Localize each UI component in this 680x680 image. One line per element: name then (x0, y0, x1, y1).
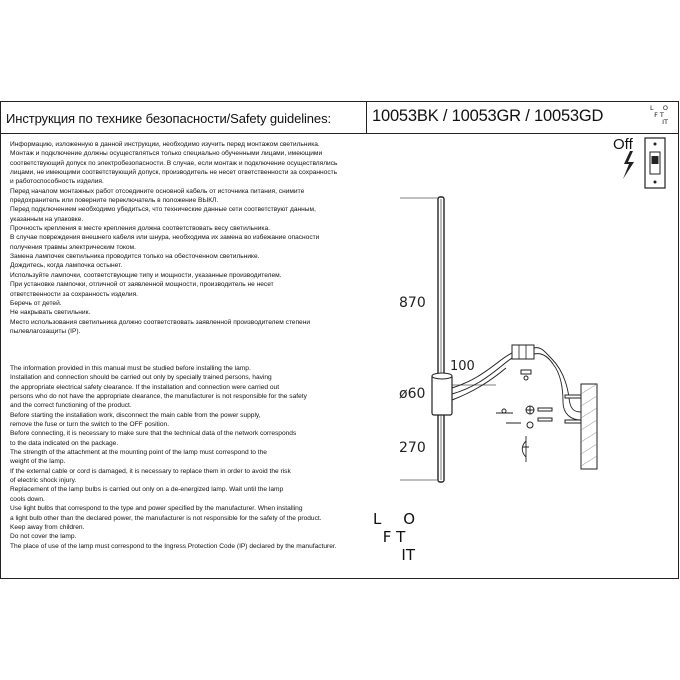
logo-letters-ft: F T (654, 111, 664, 119)
off-label: Off (613, 136, 633, 153)
guideline-line: a light bulb other than the declared power, the manufacturer is not responsible for the safety of the product. (10, 514, 322, 522)
guideline-line: пылевлагозащиты (IP). (10, 327, 81, 335)
guideline-line: Перед подключением необходимо убедиться, что технические данные сети соответствуют данным, (10, 206, 316, 214)
terminal-block (512, 345, 553, 364)
logo-letters-it: IT (662, 118, 668, 126)
guideline-line: of electric shock injury. (10, 477, 77, 485)
guideline-line: Беречь от детей. (10, 299, 62, 307)
guideline-line: Используйте лампочки, соответствующие типу и мощности, указанные производителем. (10, 271, 282, 279)
guideline-line: соответствующий допуск по электробезопасности. В случае, если монтаж и подключение осуществлялись (10, 159, 338, 167)
guideline-line: Before starting the installation work, disconnect the main cable from the power supply, (10, 411, 261, 419)
guideline-line: the appropriate electrical safety clearance. If the installation and connection were carried out (10, 383, 280, 391)
guideline-line: Дождитесь, когда лампочка остынет. (10, 262, 123, 270)
guideline-line: The information provided in this manual must be studied before installing the lamp. (10, 365, 251, 372)
logo-letter-o: O (403, 510, 415, 528)
logo-letter-l: L (650, 104, 654, 112)
safety-title: Инструкция по технике безопасности/Safety guidelines: (6, 111, 331, 126)
guideline-line: Место использования светильника должно соответствовать заявленной производителем степени (10, 318, 311, 326)
model-numbers: 10053BK / 10053GR / 10053GD (372, 107, 604, 125)
guideline-line: предохранитель или поверните переключатель в положение ВЫКЛ. (10, 197, 219, 205)
guideline-line: Installation and connection should be carried out only by specially trained persons, having (10, 374, 272, 382)
lamp-rod (438, 197, 444, 482)
guideline-line: and the correct functioning of the product. (10, 402, 132, 410)
logo-letters-ft: F T (382, 528, 406, 546)
guideline-line: The place of use of the lamp must correspond to the Ingress Protection Code (IP) declared by the manufacturer. (10, 542, 337, 550)
safety-sheet (0, 101, 679, 579)
guideline-line: получения травмы электрическим током. (10, 243, 136, 251)
guideline-line: Не накрывать светильник. (10, 309, 91, 317)
guideline-line: remove the fuse or turn the switch to the OFF position. (10, 421, 170, 429)
guideline-line: Перед началом монтажных работ отсоедините основной кабель от источника питания, снимите (10, 187, 305, 195)
guideline-line: Do not cover the lamp. (10, 533, 77, 541)
guideline-line: и работоспособность изделия. (10, 178, 104, 186)
mounting-plate (521, 370, 552, 421)
guideline-line: Монтаж и подключение должны осуществляться только специально обученными лицами, имеющими (10, 150, 323, 158)
power-switch-icon (645, 138, 665, 188)
guideline-line: Use light bulbs that correspond to the type and power specified by the manufacturer. When installing (10, 505, 303, 513)
guideline-line: Before connecting, it is necessary to make sure that the technical data of the network corresponds (10, 430, 297, 438)
wall-wires (551, 358, 581, 420)
guideline-line: The strength of the attachment at the mounting point of the lamp must correspond to the (10, 449, 267, 457)
guideline-line: to the data indicated on the package. (10, 439, 119, 447)
guideline-line: Replacement of the lamp bulbs is carried out only on a de-energized lamp. Wait until the lamp (10, 486, 284, 494)
guideline-line: Прочность крепления в месте крепления должна соответствовать весу светильника. (10, 225, 270, 233)
lamp-technical-drawing (1, 102, 680, 580)
guideline-line: weight of the lamp. (10, 458, 66, 466)
dimension-lines (400, 198, 496, 480)
logo-letters-it: IT (401, 546, 415, 564)
guideline-line: persons who do not have the appropriate clearance, the manufacturer is not responsible for the safety (10, 393, 307, 401)
guideline-line: При установке лампочки, отличной от заявленной мощности, производитель не несет (10, 281, 274, 289)
screw-icons (496, 406, 534, 462)
lamp-cylinder (432, 373, 452, 415)
lightning-icon (623, 151, 634, 179)
guideline-line: cools down. (10, 495, 45, 503)
lamp-arm (452, 350, 520, 400)
guideline-line: указанным на упаковке. (10, 215, 84, 223)
logo-letter-o: O (662, 104, 668, 112)
dim-height-lower: 270 (399, 440, 426, 456)
guideline-line: Замена лампочек светильника проводится только на обесточенном светильнике. (10, 253, 260, 261)
guideline-line: лицами, не имеющими соответствующий допуск, производитель не несет ответственности за сохранность (10, 169, 338, 177)
dim-arm-length: 100 (450, 359, 475, 374)
guideline-line: If the external cable or cord is damaged, it is necessary to replace them in order to avoid the risk (10, 467, 291, 475)
guideline-line: ответственности за сохранность изделия. (10, 290, 139, 298)
logo-letter-l: L (373, 510, 382, 528)
dim-diameter: ø60 (399, 386, 426, 402)
guideline-line: В случае повреждения внешнего кабеля или шнура, необходима их замена во избежание опасности (10, 234, 320, 242)
guideline-line: Keep away from children. (10, 523, 85, 531)
wall-section (565, 384, 597, 469)
dim-height-upper: 870 (399, 295, 426, 311)
guideline-line: Информацию, изложенную в данной инструкции, необходимо изучить перед монтажом светильника. (10, 141, 320, 148)
